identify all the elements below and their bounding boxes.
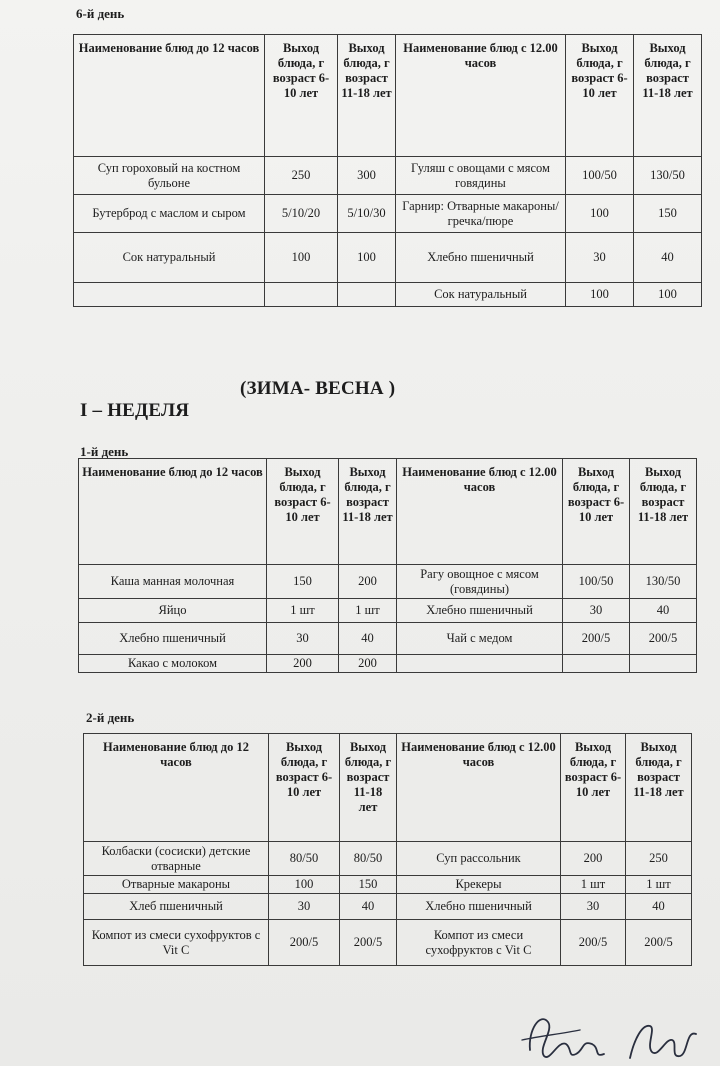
dish-after: Сок натуральный	[396, 283, 566, 307]
dish-after: Рагу овощное с мясом (говядины)	[397, 565, 563, 599]
portion-6-10: 30	[267, 623, 339, 655]
portion-6-10: 250	[265, 157, 338, 195]
portion-11-18: 40	[626, 894, 692, 920]
day6-label: 6-й день	[76, 6, 125, 21]
dish-before: Суп гороховый на костном бульоне	[74, 157, 265, 195]
portion-11-18: 200	[339, 655, 397, 673]
portion-6-10: 80/50	[269, 842, 340, 876]
dish-before: Сок натуральный	[74, 233, 265, 283]
portion-11-18: 40	[340, 894, 397, 920]
portion-6-10: 200/5	[561, 920, 626, 966]
portion-11-18: 200/5	[626, 920, 692, 966]
portion-11-18: 40	[634, 233, 702, 283]
day2-label: 2-й день	[86, 710, 135, 725]
portion-6-10: 100	[566, 195, 634, 233]
header-out-11-18: Выход блюда, г возраст 11-18 лет	[634, 35, 702, 157]
table-row	[84, 842, 692, 876]
portion-11-18: 40	[339, 623, 397, 655]
portion-11-18: 150	[340, 876, 397, 894]
table-row	[79, 655, 697, 673]
portion-11-18: 130/50	[630, 565, 697, 599]
dish-after: Хлебно пшеничный	[396, 233, 566, 283]
season-heading: (ЗИМА- ВЕСНА )	[240, 378, 396, 399]
portion-6-10: 30	[561, 894, 626, 920]
dish-after: Хлебно пшеничный	[397, 599, 563, 623]
portion-6-10: 200	[561, 842, 626, 876]
header-out-11-18: Выход блюда, г возраст 11-18 лет	[340, 734, 397, 842]
portion-11-18: 200/5	[340, 920, 397, 966]
handwritten-signature	[510, 1000, 710, 1066]
header-out-6-10: Выход блюда, г возраст 6-10 лет	[563, 459, 630, 565]
portion-6-10: 200/5	[269, 920, 340, 966]
header-dish-before: Наименование блюд до 12 часов	[74, 35, 265, 157]
portion-11-18: 300	[338, 157, 396, 195]
header-out-6-10: Выход блюда, г возраст 6-10 лет	[566, 35, 634, 157]
portion-11-18	[630, 655, 697, 673]
dish-after: Гарнир: Отварные макароны/ гречка/пюре	[396, 195, 566, 233]
portion-6-10: 100	[566, 283, 634, 307]
header-dish-after: Наименование блюд с 12.00 часов	[396, 35, 566, 157]
portion-11-18: 100	[634, 283, 702, 307]
header-dish-after: Наименование блюд с 12.00 часов	[397, 734, 561, 842]
portion-6-10: 30	[269, 894, 340, 920]
header-out-6-10: Выход блюда, г возраст 6-10 лет	[267, 459, 339, 565]
dish-before	[74, 283, 265, 307]
portion-6-10: 200/5	[563, 623, 630, 655]
day1-label: 1-й день	[80, 444, 129, 459]
header-out-11-18: Выход блюда, г возраст 11-18 лет	[339, 459, 397, 565]
header-out-6-10: Выход блюда, г возраст 6-10 лет	[265, 35, 338, 157]
table-row	[84, 876, 692, 894]
portion-11-18: 100	[338, 233, 396, 283]
dish-after: Хлебно пшеничный	[397, 894, 561, 920]
header-dish-before: Наименование блюд до 12 часов	[79, 459, 267, 565]
dish-after: Чай с медом	[397, 623, 563, 655]
portion-6-10: 100/50	[566, 157, 634, 195]
table-row	[79, 599, 697, 623]
portion-11-18: 40	[630, 599, 697, 623]
table-header-row	[84, 734, 692, 842]
portion-11-18: 1 шт	[626, 876, 692, 894]
table-row	[84, 894, 692, 920]
dish-after: Суп рассольник	[397, 842, 561, 876]
header-out-11-18: Выход блюда, г возраст 11-18 лет	[338, 35, 396, 157]
portion-11-18: 200/5	[630, 623, 697, 655]
day6-menu-table	[73, 34, 702, 307]
dish-after: Гуляш с овощами с мясом говядины	[396, 157, 566, 195]
dish-before: Хлеб пшеничный	[84, 894, 269, 920]
portion-11-18	[338, 283, 396, 307]
dish-after	[397, 655, 563, 673]
portion-11-18: 1 шт	[339, 599, 397, 623]
table-row	[74, 233, 702, 283]
table-row	[74, 283, 702, 307]
portion-6-10: 150	[267, 565, 339, 599]
portion-6-10	[265, 283, 338, 307]
table-header-row	[74, 35, 702, 157]
header-out-11-18: Выход блюда, г возраст 11-18 лет	[626, 734, 692, 842]
dish-before: Отварные макароны	[84, 876, 269, 894]
portion-6-10: 30	[563, 599, 630, 623]
portion-6-10: 5/10/20	[265, 195, 338, 233]
portion-6-10	[563, 655, 630, 673]
portion-11-18: 80/50	[340, 842, 397, 876]
portion-6-10: 30	[566, 233, 634, 283]
portion-11-18: 200	[339, 565, 397, 599]
portion-11-18: 5/10/30	[338, 195, 396, 233]
portion-11-18: 150	[634, 195, 702, 233]
portion-11-18: 130/50	[634, 157, 702, 195]
week-heading: I – НЕДЕЛЯ	[80, 400, 190, 421]
table-row	[79, 565, 697, 599]
dish-before: Компот из смеси сухофруктов с Vit C	[84, 920, 269, 966]
header-out-6-10: Выход блюда, г возраст 6-10 лет	[269, 734, 340, 842]
portion-6-10: 200	[267, 655, 339, 673]
dish-before: Бутерброд с маслом и сыром	[74, 195, 265, 233]
portion-6-10: 100/50	[563, 565, 630, 599]
dish-before: Колбаски (сосиски) детские отварные	[84, 842, 269, 876]
header-out-11-18: Выход блюда, г возраст 11-18 лет	[630, 459, 697, 565]
portion-6-10: 1 шт	[561, 876, 626, 894]
dish-after: Компот из смеси сухофруктов с Vit C	[397, 920, 561, 966]
dish-before: Какао с молоком	[79, 655, 267, 673]
dish-before: Хлебно пшеничный	[79, 623, 267, 655]
table-row	[79, 623, 697, 655]
table-header-row	[79, 459, 697, 565]
header-dish-before: Наименование блюд до 12 часов	[84, 734, 269, 842]
day2-menu-table	[83, 733, 692, 966]
dish-after: Крекеры	[397, 876, 561, 894]
table-row	[84, 920, 692, 966]
portion-6-10: 100	[269, 876, 340, 894]
day1-menu-table	[78, 458, 697, 673]
dish-before: Каша манная молочная	[79, 565, 267, 599]
portion-11-18: 250	[626, 842, 692, 876]
table-row	[74, 157, 702, 195]
portion-6-10: 1 шт	[267, 599, 339, 623]
table-row	[74, 195, 702, 233]
portion-6-10: 100	[265, 233, 338, 283]
header-dish-after: Наименование блюд с 12.00 часов	[397, 459, 563, 565]
dish-before: Яйцо	[79, 599, 267, 623]
header-out-6-10: Выход блюда, г возраст 6-10 лет	[561, 734, 626, 842]
